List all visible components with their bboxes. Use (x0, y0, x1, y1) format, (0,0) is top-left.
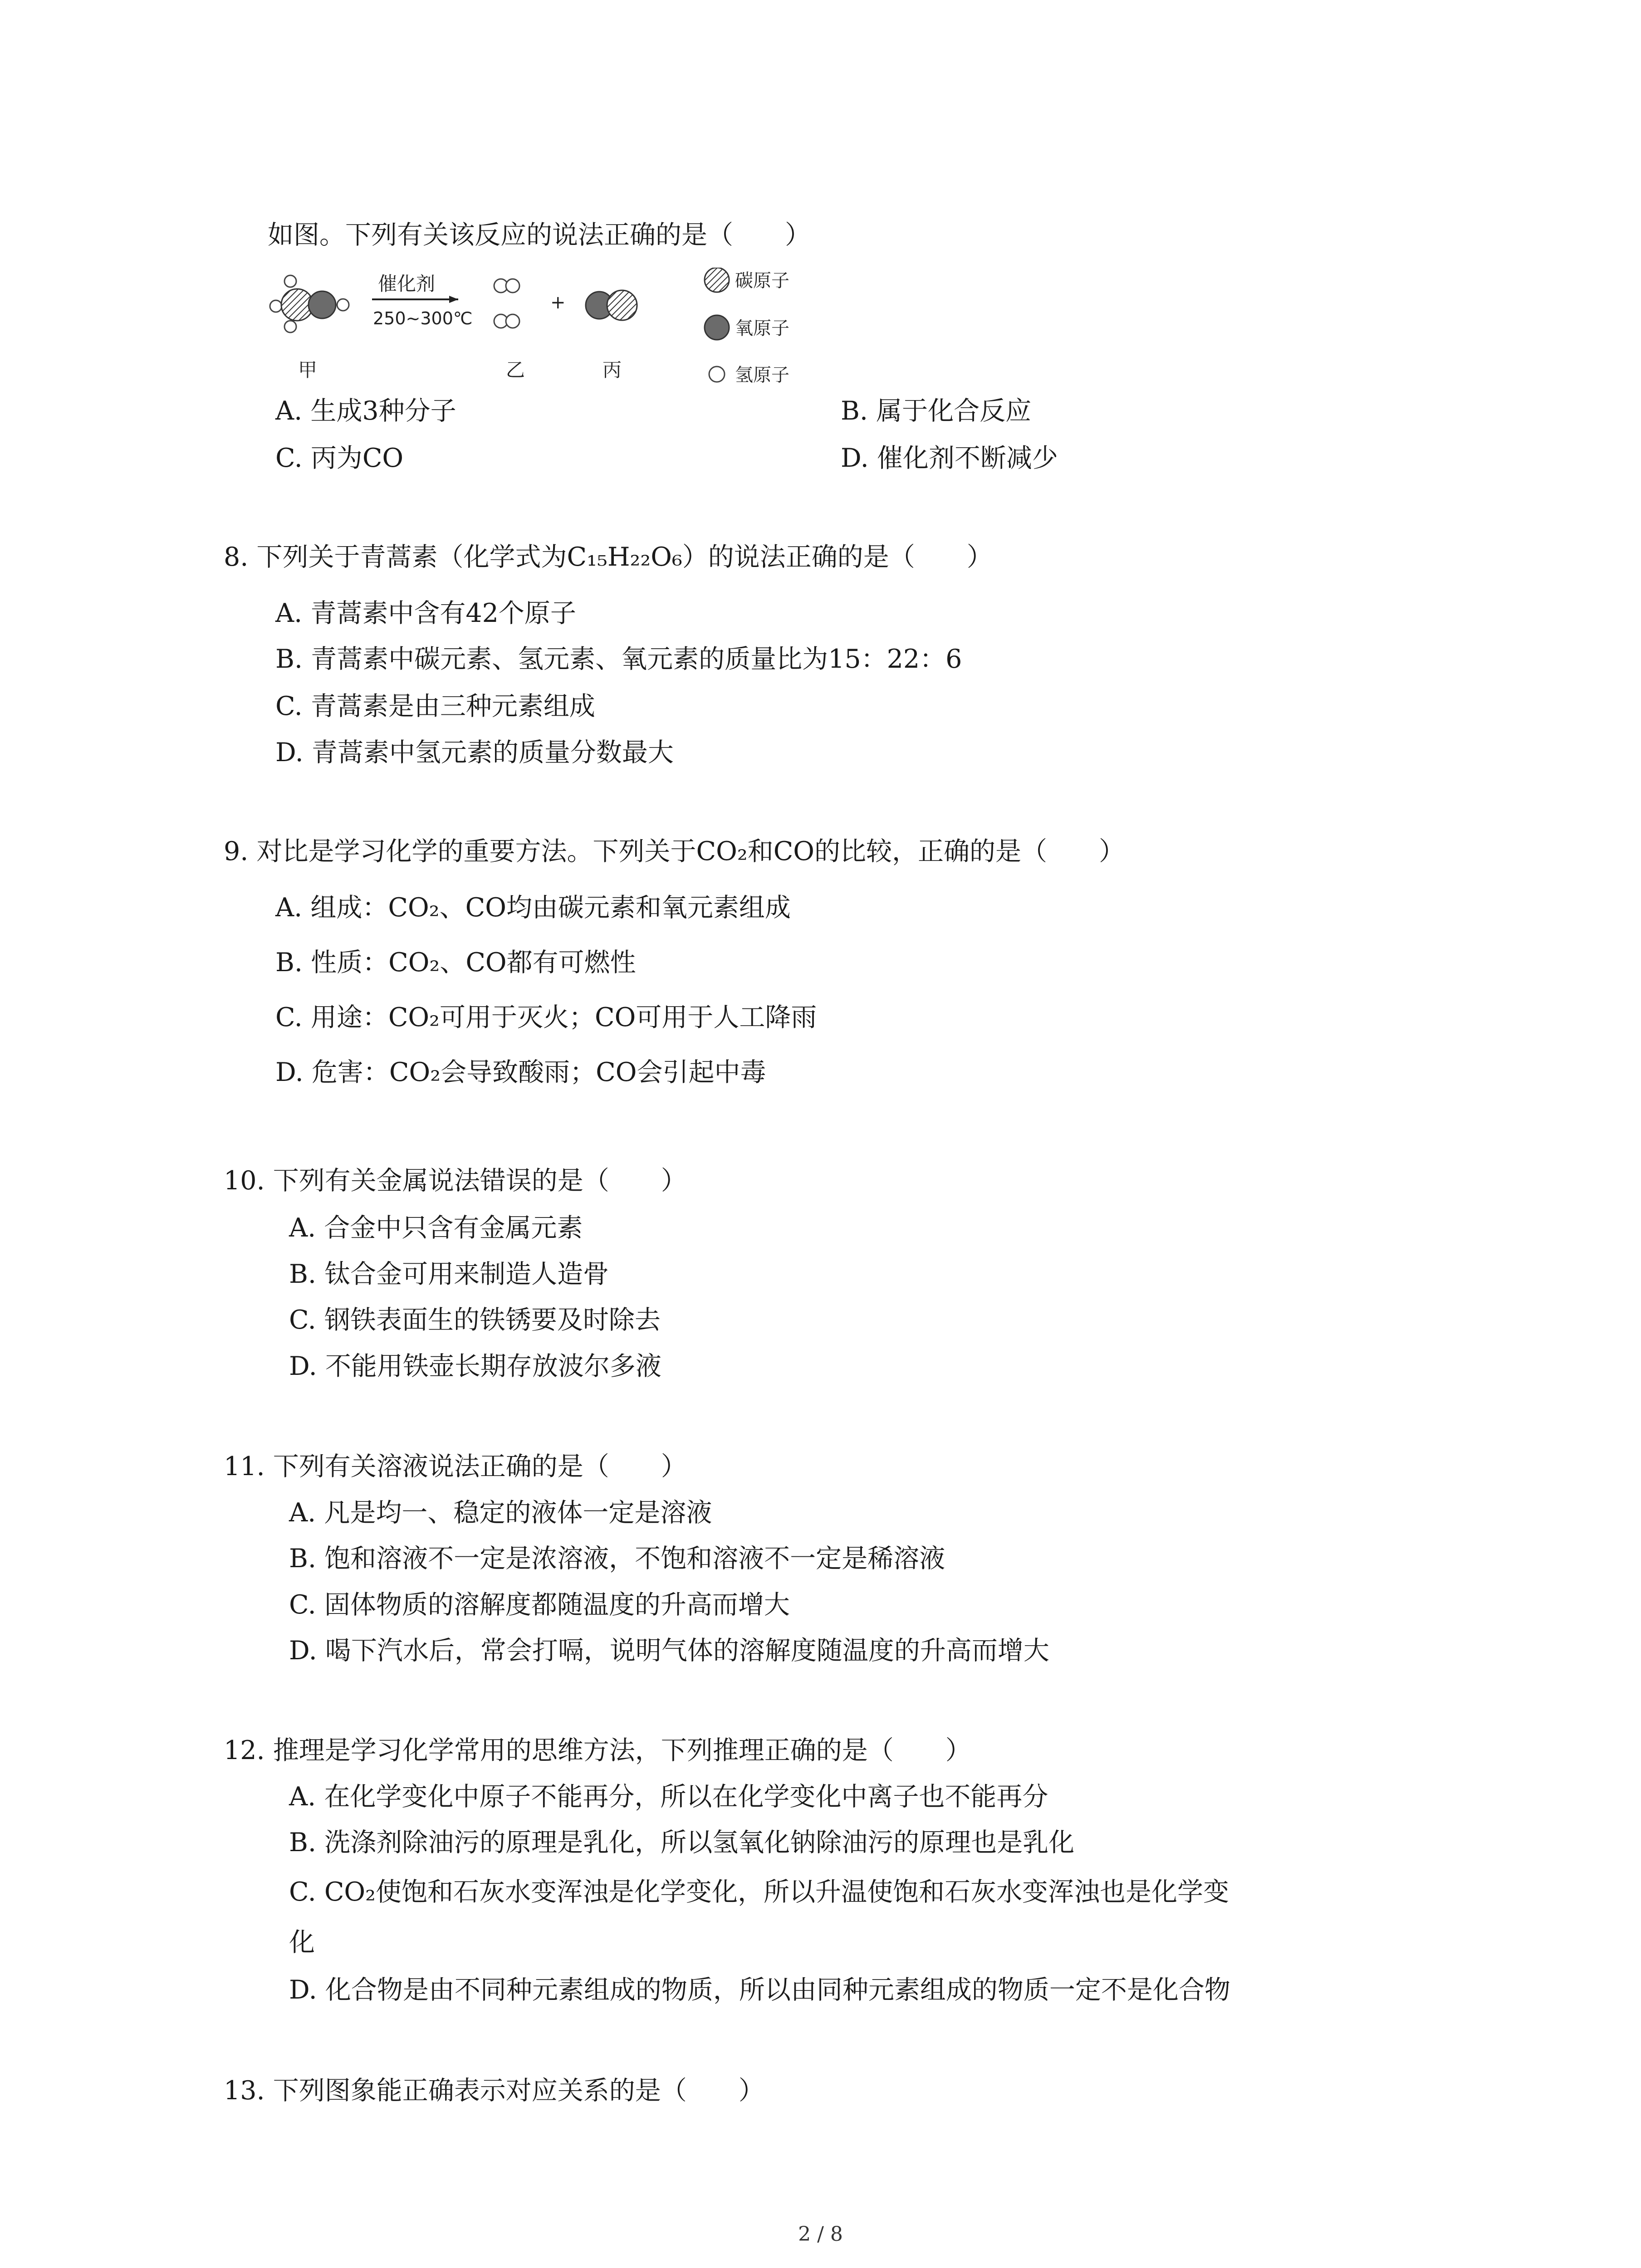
q8-option-b: B. 青蒿素中碳元素、氢元素、氧元素的质量比为15：22：6 (275, 644, 962, 674)
product-h2-molecules (494, 279, 519, 328)
legend-oxygen: 氧原子 (735, 318, 789, 339)
hydrogen-atom-icon (709, 367, 725, 382)
q11-stem: 11. 下列有关溶液说法正确的是（ ） (224, 1452, 687, 1481)
q9-stem: 9. 对比是学习化学的重要方法。下列关于CO₂和CO的比较，正确的是（ ） (224, 836, 1125, 866)
q12-option-c: C. CO₂使饱和石灰水变浑浊是化学变化，所以升温使饱和石灰水变浑浊也是化学变 (289, 1877, 1230, 1907)
q9-option-c: C. 用途：CO₂可用于灭火；CO可用于人工降雨 (275, 1002, 817, 1032)
legend-carbon: 碳原子 (735, 270, 789, 291)
q11-option-b: B. 饱和溶液不一定是浓溶液，不饱和溶液不一定是稀溶液 (289, 1544, 945, 1574)
plus-sign: + (550, 292, 566, 313)
q7-stem: 如图。下列有关该反应的说法正确的是（ ） (268, 220, 811, 250)
condition-label: 250~300℃ (373, 308, 473, 328)
q7-option-c: C. 丙为CO (275, 443, 404, 473)
q7-option-b: B. 属于化合反应 (841, 396, 1032, 426)
q10-option-b: B. 钛合金可用来制造人造骨 (289, 1259, 609, 1289)
q9-option-d: D. 危害：CO₂会导致酸雨；CO会引起中毒 (275, 1057, 766, 1087)
q11-option-a: A. 凡是均一、稳定的液体一定是溶液 (289, 1498, 712, 1528)
q10-option-a: A. 合金中只含有金属元素 (289, 1213, 583, 1243)
q10-option-c: C. 钢铁表面生的铁锈要及时除去 (289, 1305, 661, 1335)
q8-stem: 8. 下列关于青蒿素（化学式为C₁₅H₂₂O₆）的说法正确的是（ ） (224, 542, 993, 572)
q12-option-c-continued: 化 (289, 1927, 315, 1957)
label-bing: 丙 (603, 359, 622, 381)
label-jia: 甲 (298, 359, 318, 381)
oxygen-atom-icon (705, 315, 729, 340)
q12-option-a: A. 在化学变化中原子不能再分，所以在化学变化中离子也不能再分 (289, 1782, 1048, 1812)
q7-option-d: D. 催化剂不断减少 (841, 443, 1058, 473)
carbon-atom-icon (705, 268, 729, 292)
product-co-molecule (586, 290, 637, 320)
q11-option-c: C. 固体物质的溶解度都随温度的升高而增大 (289, 1590, 790, 1620)
q12-option-d: D. 化合物是由不同种元素组成的物质，所以由同种元素组成的物质一定不是化合物 (289, 1975, 1230, 2005)
label-yi: 乙 (506, 359, 525, 381)
reaction-diagram (268, 268, 821, 395)
catalyst-label: 催化剂 (378, 273, 436, 295)
q12-stem: 12. 推理是学习化学常用的思维方法，下列推理正确的是（ ） (224, 1735, 971, 1765)
q9-option-b: B. 性质：CO₂、CO都有可燃性 (275, 948, 636, 978)
q7-option-a: A. 生成3种分子 (275, 396, 456, 426)
q11-option-d: D. 喝下汽水后，常会打嗝，说明气体的溶解度随温度的升高而增大 (289, 1636, 1049, 1666)
q12-option-b: B. 洗涤剂除油污的原理是乳化，所以氢氧化钠除油污的原理也是乳化 (289, 1828, 1075, 1857)
q9-option-a: A. 组成：CO₂、CO均由碳元素和氧元素组成 (275, 893, 791, 923)
page-number: 2 / 8 (798, 2223, 843, 2246)
q13-stem: 13. 下列图象能正确表示对应关系的是（ ） (224, 2076, 764, 2106)
q8-option-c: C. 青蒿素是由三种元素组成 (275, 691, 595, 721)
reactant-molecule (270, 275, 349, 332)
q10-stem: 10. 下列有关金属说法错误的是（ ） (224, 1166, 687, 1196)
q8-option-d: D. 青蒿素中氢元素的质量分数最大 (275, 738, 674, 767)
q10-option-d: D. 不能用铁壶长期存放波尔多液 (289, 1351, 661, 1381)
q8-option-a: A. 青蒿素中含有42个原子 (275, 598, 576, 628)
legend-hydrogen: 氢原子 (735, 365, 789, 386)
atom-legend (705, 268, 789, 386)
